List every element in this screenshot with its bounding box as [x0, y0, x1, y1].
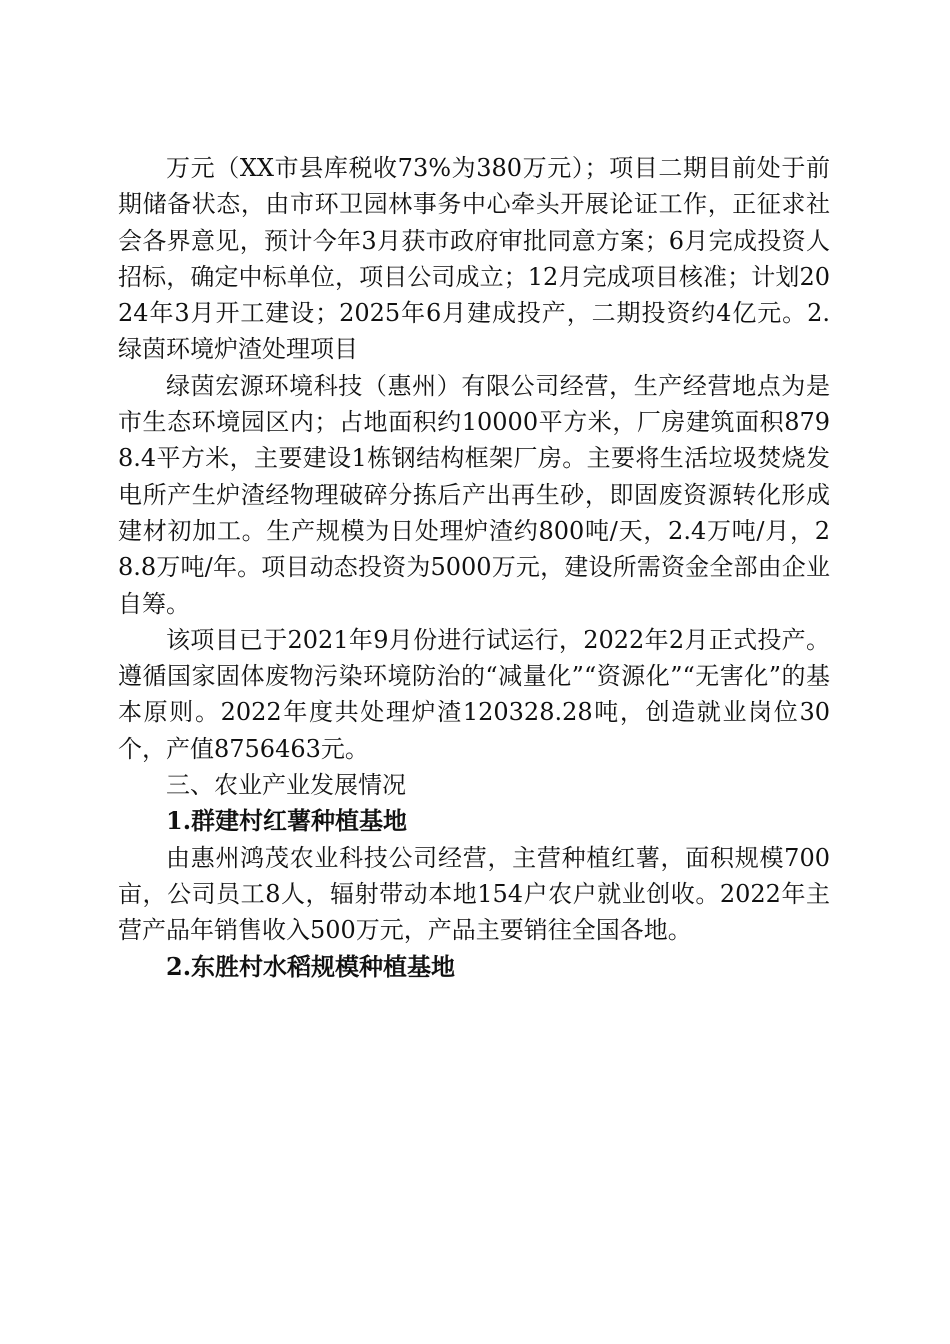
section-heading-agriculture: 三、农业产业发展情况: [166, 771, 406, 800]
paragraph-slag-company: 绿茵宏源环境科技（惠州）有限公司经营，生产经营地点为是市生态环境园区内；占地面积约10000平方米，厂房建筑面积8798.4平方米，主要建设1栋钢结构框架厂房。主要将生活垃圾焚烧发电所产生炉渣经物理破碎分拣后产出再生砂，即固废资源转化形成建材初加工。生产规模为日处理炉渣约800吨/天，2.4万吨/月，28.8万吨/年。项目动态投资为5000万元，建设所需资金全部由企业自筹。: [118, 371, 830, 618]
paragraph-slag-operation: 该项目已于2021年9月份进行试运行，2022年2月正式投产。遵循国家固体废物污染环境防治的“减量化”“资源化”“无害化”的基本原则。2022年度共处理炉渣120328.28吨，创造就业岗位30个，产值8756463元。: [118, 625, 830, 763]
document-body: [118, 150, 830, 985]
paragraph-project-phase-two: 万元（XX市县库税收73%为380万元）；项目二期目前处于前期储备状态，由市环卫园林事务中心牵头开展论证工作，正征求社会各界意见，预计今年3月获市政府审批同意方案；6月完成投资人招标，确定中标单位，项目公司成立；12月完成项目核准；计划2024年3月开工建设；2025年6月建成投产，二期投资约4亿元。2.绿茵环境炉渣处理项目: [118, 154, 830, 364]
paragraph-sweet-potato: 由惠州鸿茂农业科技公司经营，主营种植红薯，面积规模700亩，公司员工8人，辐射带动本地154户农户就业创收。2022年主营产品年销售收入500万元，产品主要销往全国各地。: [118, 843, 830, 945]
subheading-sweet-potato-base: 1.群建村红薯种植基地: [166, 806, 408, 836]
subheading-rice-base: 2.东胜村水稻规模种植基地: [166, 951, 456, 981]
